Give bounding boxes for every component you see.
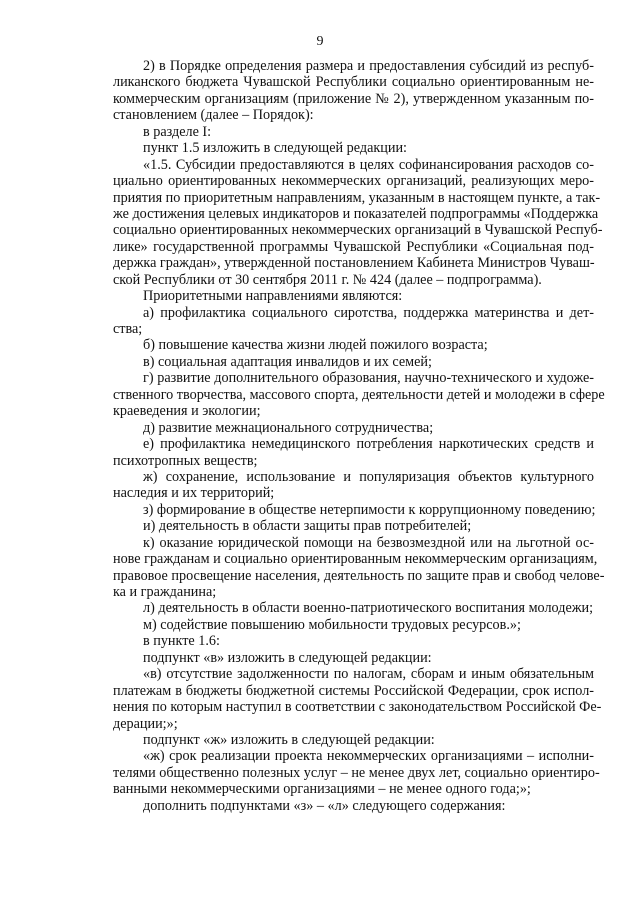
text-line: з) формирование в обществе нетерпимости к коррупционному поведению; [143,501,596,518]
text-line: б) повышение качества жизни людей пожилого возраста; [143,337,488,354]
document-body [113,58,605,814]
text-line: приятия по приоритетным направлениям, указанным в настоящем пункте, а так- [113,189,601,206]
text-line: платежам в бюджеты бюджетной системы Российской Федерации, срок испол- [113,682,594,699]
text-line: и) деятельность в области защиты прав потребителей; [143,518,472,535]
text-line: г) развитие дополнительного образования, научно-технического и художе- [143,370,594,387]
text-line: же достижения целевых индикаторов и показателей подпрограммы «Поддержка [113,205,599,222]
text-line: пункт 1.5 изложить в следующей редакции: [143,140,407,157]
text-line: е) профилактика немедицинского потребления наркотических средств и [143,436,594,453]
text-line: нения по которым наступил в соответствии с законодательством Российской Фе- [113,699,602,716]
text-line: держка граждан», утвержденной постановлением Кабинета Министров Чуваш- [113,255,595,272]
text-line: к) оказание юридической помощи на безвозмездной или на льготной ос- [143,534,594,551]
text-line: ликанского бюджета Чувашской Республики социально ориентированным не- [113,74,594,91]
text-line: наследия и их территорий; [113,485,275,502]
text-line: становлением (далее – Порядок): [113,107,314,124]
text-line: правовое просвещение населения, деятельность по защите прав и свобод челове- [113,567,605,584]
text-line: 2) в Порядке определения размера и предоставления субсидий из респуб- [143,58,594,74]
text-line: социально ориентированных некоммерческих организаций в Чувашской Респуб- [113,222,603,239]
text-line: м) содействие повышению мобильности трудовых ресурсов.»; [143,616,521,633]
text-line: ка и гражданина; [113,584,217,600]
text-line: подпункт «в» изложить в следующей редакции: [143,649,432,666]
text-line: телями общественно полезных услуг – не менее двух лет, социально ориентиро- [113,764,600,781]
text-line: дополнить подпунктами «з» – «л» следующего содержания: [143,797,506,814]
page-number: 9 [316,34,324,49]
text-line: Приоритетными направлениями являются: [143,288,403,305]
text-line: подпункт «ж» изложить в следующей редакции: [143,731,435,748]
text-line: д) развитие межнационального сотрудничества; [143,419,434,436]
text-line: в пункте 1.6: [143,633,220,650]
text-line: «в) отсутствие задолженности по налогам, сборам и иным обязательным [143,666,594,683]
text-line: психотропных веществ; [113,452,258,469]
text-line: л) деятельность в области военно-патриотического воспитания молодежи; [143,600,594,617]
text-line: лике» государственной программы Чувашской Республики «Социальная под- [113,238,594,255]
text-line: «ж) срок реализации проекта некоммерческих организациями – исполни- [143,748,594,765]
text-line: коммерческим организациям (приложение № 2), утвержденном указанным по- [113,90,594,107]
text-line: нове гражданам и социально ориентированным некоммерческим организациям, [113,551,598,568]
text-line: «1.5. Субсидии предоставляются в целях софинансирования расходов со- [143,156,594,173]
text-line: ванными некоммерческими организациями – не менее одного года;»; [113,781,531,798]
text-line: ж) сохранение, использование и популяризация объектов культурного [143,468,594,485]
text-line: в разделе I: [143,123,212,140]
text-line: в) социальная адаптация инвалидов и их семей; [143,353,432,370]
text-line: ства; [113,321,143,337]
text-line: ственного творчества, массового спорта, деятельности детей и молодежи в сфере [113,386,605,403]
text-line: дерации;»; [113,715,178,732]
text-line: краеведения и экологии; [113,403,261,420]
text-line: ской Республики от 30 сентября 2011 г. № 424 (далее – подпрограмма). [113,271,542,288]
text-line: циально ориентированных некоммерческих организаций, реализующих меро- [113,173,594,190]
text-line: а) профилактика социального сиротства, поддержка материнства и дет- [143,304,594,321]
